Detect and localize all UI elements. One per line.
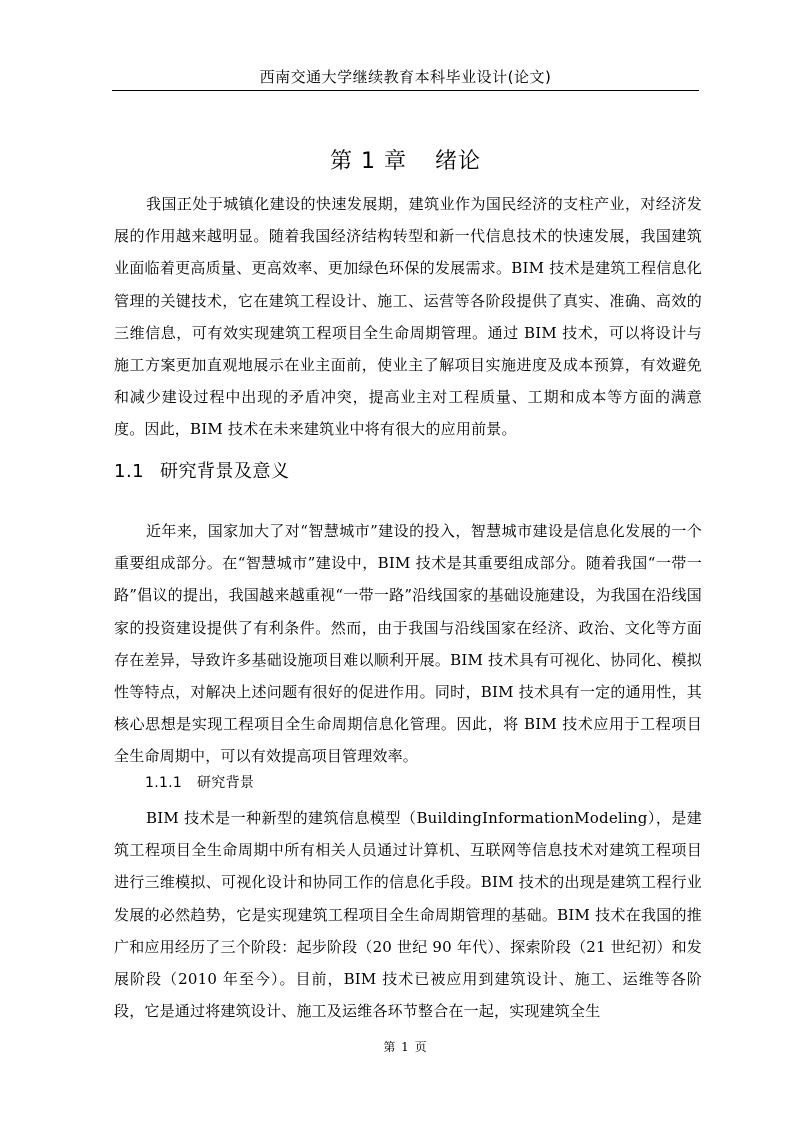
page-number: 第 1 页	[383, 1040, 428, 1054]
chapter-number: 第 1 章	[330, 149, 407, 174]
subsection-heading	[145, 771, 701, 795]
subsection-title: 研究背景	[197, 775, 255, 791]
header-rule	[112, 90, 699, 91]
intro-paragraph: 我国正处于城镇化建设的快速发展期，建筑业作为国民经济的支柱产业，对经济发展的作用越来越明显。随着我国经济结构转型和新一代信息技术的快速发展，我国建筑业面临着更高质量、更高效率、更加绿色环保的发展需求。BIM 技术是建筑工程信息化管理的关键技术，它在建筑工程设计、施工、运营等各阶段提供了真实、准确、高效的三维信息，可有效实现建筑工程项目全生命周期管理。通过 BIM 技术，可以将设计与施工方案更加直观地展示在业主面前，使业主了解项目实施进度及成本预算，有效避免和减少建设过程中出现的矛盾冲突，提高业主对工程质量、工期和成本等方面的满意度。因此，BIM 技术在未来建筑业中将有很大的应用前景。	[114, 195, 702, 439]
subsection-number: 1.1.1	[145, 775, 183, 791]
chapter-title	[112, 146, 699, 178]
background-intro-paragraph: 近年来，国家加大了对“智慧城市”建设的投入，智慧城市建设是信息化发展的一个重要组成部分。在“智慧城市”建设中，BIM 技术是其重要组成部分。随着我国“一带一路”倡议的提出，我国越来越重视“一带一路”沿线国家的基础设施建设，为我国在沿线国家的投资建设提供了有利条件。然而，由于我国与沿线国家在经济、政治、文化等方面存在差异，导致许多基础设施项目难以顺利开展。BIM 技术具有可视化、协同化、模拟性等特点，对解决上述问题有很好的促进作用。同时，BIM 技术具有一定的通用性，其核心思想是实现工程项目全生命周期信息化管理。因此，将 BIM 技术应用于工程项目全生命周期中，可以有效提高项目管理效率。	[114, 522, 702, 766]
chapter-name: 绪论	[434, 149, 481, 174]
research-background-paragraph: BIM 技术是一种新型的建筑信息模型（BuildingInformationModeling），是建筑工程项目全生命周期中所有相关人员通过计算机、互联网等信息技术对建筑工程项目进行三维模拟、可视化设计和协同工作的信息化手段。BIM 技术的出现是建筑工程行业发展的必然趋势，它是实现建筑工程项目全生命周期管理的基础。BIM 技术在我国的推广和应用经历了三个阶段：起步阶段（20 世纪 90 年代）、探索阶段（21 世纪初）和发展阶段（2010 年至今）。目前，BIM 技术已被应用到建筑设计、施工、运维等各阶段，它是通过将建筑设计、施工及运维各环节整合在一起，实现建筑全生	[114, 809, 702, 1021]
section-number: 1.1	[114, 461, 145, 482]
section-heading	[114, 458, 701, 486]
section-title: 研究背景及意义	[160, 461, 290, 482]
running-header: 西南交通大学继续教育本科毕业设计(论文)	[259, 68, 552, 86]
